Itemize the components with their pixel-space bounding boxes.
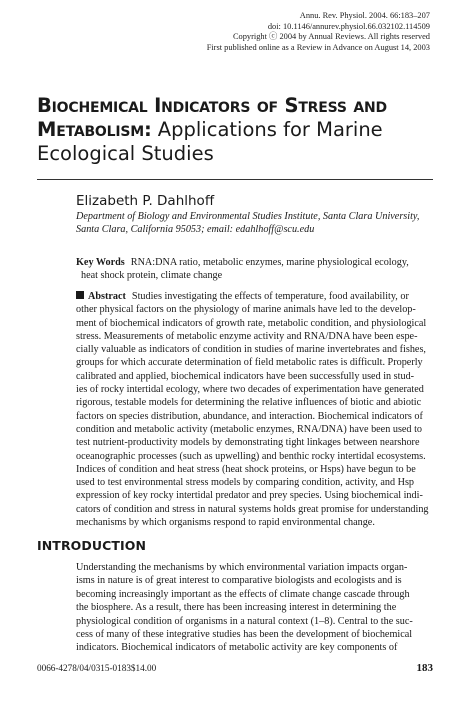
introduction-body [76,561,431,655]
abstract-block [76,290,431,529]
abstract-label: Abstract [88,291,126,302]
title-part-1: Biochemical Indicators of Stress and [37,94,387,117]
abstract-line: Indices of condition and heat stress (heat shock proteins, or Hsps) have begun to be [76,463,416,475]
citation-line: Annu. Rev. Physiol. 2004. 66:183–207 [299,11,430,20]
keywords-text: RNA:DNA ratio, metabolic enzymes, marine physiological ecology, [130,257,409,268]
abstract-line: other physical factors on the physiology of marine animals have led to the develop- [76,304,416,316]
abstract-line: used to test environmental stress models by comparing condition, activity, and Hsp [76,477,415,489]
abstract-line: condition and metabolic activity (metabolic enzymes, RNA/DNA) have been used to [76,423,422,435]
body-line: Understanding the mechanisms by which environmental variation impacts organ- [76,562,408,573]
keywords-label: Key Words [76,257,125,268]
abstract-line: factors on species distribution, abundance, and interaction. Biochemical indicators of [76,410,423,422]
keywords-text-continued: heat shock protein, climate change [81,270,223,281]
abstract-line: mechanisms by which organisms respond to rapid environmental change. [76,517,375,529]
abstract-line: groups for which accurate determination of field metabolic rates is difficult. Properly [76,357,423,369]
abstract-square-bullet [76,291,84,299]
abstract-line: ies of rocky intertidal ecology, where two decades of experimentation have generated [76,384,424,396]
body-line: the biosphere. As a result, there has been increasing interest in determining the [76,602,397,614]
affiliation-line: Department of Biology and Environmental Studies Institute, Santa Clara University, [76,211,420,222]
title-part-2: Metabolism: [37,118,152,141]
keywords-block [76,256,426,282]
title-part-4: Ecological Studies [37,142,214,165]
abstract-line: rigorous, testable models for determining the relative influences of biotic and abiotic [76,397,422,409]
abstract-line: Studies investigating the effects of temperature, food availability, or [131,291,409,302]
abstract-line: oceanographic processes (such as upwelling) and benthic rocky intertidal ecosystems. [76,450,426,462]
citation-header [207,11,430,53]
title-part-3: Applications for Marine [151,118,383,141]
article-title [37,94,437,166]
body-line: becoming increasingly important as the effects of climate change cascade through [76,588,410,600]
abstract-line: cially valuable as indicators of condition in studies of marine invertebrates and fishes, [76,344,426,356]
publication-date-line: First published online as a Review in Advance on August 14, 2003 [206,42,430,52]
copyright-line: Copyright ⓒ 2004 by Annual Reviews. All rights reserved [232,32,430,42]
title-divider [37,179,433,180]
author-name: Elizabeth P. Dahlhoff [76,193,215,209]
body-line: cess of many of these integrative studies has been the development of biochemical [76,629,413,641]
body-line: isms in nature is of great interest to comparative biologists and ecologists and is [76,575,402,587]
abstract-line: expression of key rocky intertidal predator and prey species. Using biochemical indi- [76,490,423,502]
abstract-line: calibrated and applied, biochemical indicators have been successfully used in stud- [76,370,415,382]
body-line: indicators. Biochemical indicators of metabolic activity are key components of [76,642,398,654]
issn-price-code: 0066-4278/04/0315-0183$14.00 [37,663,157,673]
abstract-line: stress. Measurements of metabolic enzyme activity and RNA/DNA have been espe- [76,330,418,342]
doi-line: doi: 10.1146/annurev.physiol.66.032102.114509 [267,21,430,31]
author-affiliation [76,210,426,236]
introduction-heading: INTRODUCTION [37,538,147,553]
abstract-line: ment of biochemical indicators of growth rate, metabolic condition, and physiological [76,317,427,329]
abstract-line: cators of condition and stress in natural systems holds great promise for understanding [76,503,429,515]
abstract-line: test nutrient-productivity models by demonstrating tight linkages between nearshore [76,437,420,449]
body-line: physiological condition of organisms in a natural context (1–8). Central to the suc- [76,615,413,627]
page-number: 183 [416,662,433,674]
affiliation-line: Santa Clara, California 95053; email: edahlhoff@scu.edu [76,224,315,235]
